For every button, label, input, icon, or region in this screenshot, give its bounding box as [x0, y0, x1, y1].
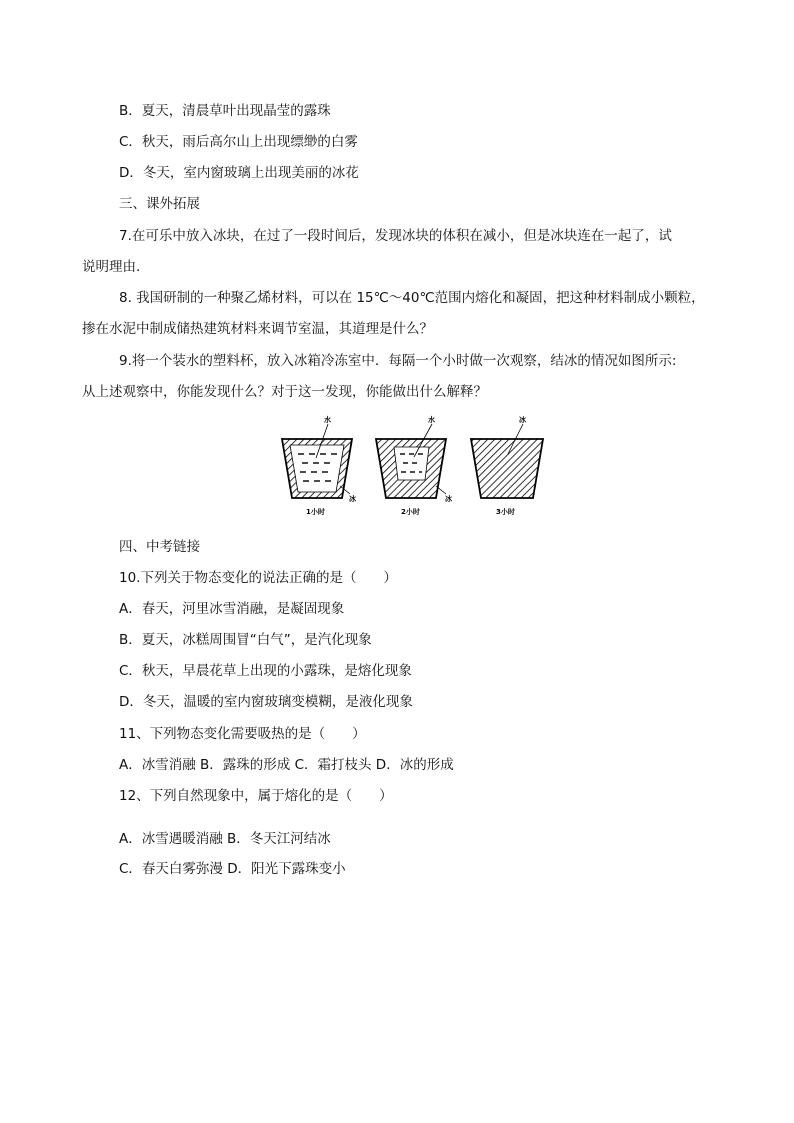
q10-option-a: A．春天，河里冰雪消融，是凝固现象: [119, 601, 345, 617]
cup1-time-label: 1小时: [306, 508, 325, 516]
section4-title: 四、中考链接: [119, 539, 200, 555]
q10-stem: 10.下列关于物态变化的说法正确的是（ ）: [119, 570, 397, 586]
cup3-ice-label: 冰: [519, 416, 526, 424]
q7-line1: 7.在可乐中放入冰块，在过了一段时间后，发现冰块的体积在减小，但是冰块连在一起了，试: [119, 228, 672, 244]
cup-3-hours: [471, 415, 543, 516]
q8-line1: 8. 我国研制的一种聚乙烯材料，可以在 15℃～40℃范围内熔化和凝固，把这种材料制成小颗粒，: [119, 290, 705, 306]
cup1-water-label: 水: [324, 416, 331, 424]
q8-line2: 掺在水泥中制成储热建筑材料来调节室温，其道理是什么？: [82, 321, 433, 337]
q12-stem: 12、下列自然现象中，属于熔化的是（ ）: [119, 788, 393, 804]
q10-option-d: D．冬天，温暖的室内窗玻璃变模糊，是液化现象: [119, 694, 413, 710]
cup2-time-label: 2小时: [401, 508, 420, 516]
cup2-ice-label: 冰: [445, 495, 452, 503]
prev-option-b: B．夏天，清晨草叶出现晶莹的露珠: [119, 103, 331, 119]
cup-2-hours: [376, 415, 452, 516]
q12-options-line2: C．春天白雾弥漫 D．阳光下露珠变小: [119, 861, 346, 877]
q11-options: A．冰雪消融 B．露珠的形成 C．霜打枝头 D．冰的形成: [119, 757, 454, 773]
q10-option-b: B．夏天，冰糕周围冒“白气”，是汽化现象: [119, 632, 372, 648]
prev-option-c: C．秋天，雨后高尔山上出现缥缈的白雾: [119, 134, 358, 150]
cup-1-hour: [282, 415, 356, 516]
prev-option-d: D．冬天，室内窗玻璃上出现美丽的冰花: [119, 165, 359, 181]
q9-line2: 从上述观察中，你能发现什么？对于这一发现，你能做出什么解释？: [82, 384, 487, 400]
q12-options-line1: A．冰雪遇暖消融 B．冬天江河结冰: [119, 831, 331, 847]
cup3-time-label: 3小时: [496, 508, 515, 516]
section3-title: 三、课外拓展: [119, 196, 200, 212]
freezing-cups-figure: [276, 410, 548, 522]
q9-line1: 9.将一个装水的塑料杯，放入冰箱冷冻室中．每隔一个小时做一次观察，结冰的情况如图所示:: [119, 353, 677, 369]
q7-line2: 说明理由.: [82, 259, 141, 275]
q10-option-c: C．秋天，早晨花草上出现的小露珠，是熔化现象: [119, 663, 412, 679]
q11-stem: 11、下列物态变化需要吸热的是（ ）: [119, 726, 366, 742]
cup1-ice-label: 冰: [349, 495, 356, 503]
cup2-water-label: 水: [428, 416, 435, 424]
